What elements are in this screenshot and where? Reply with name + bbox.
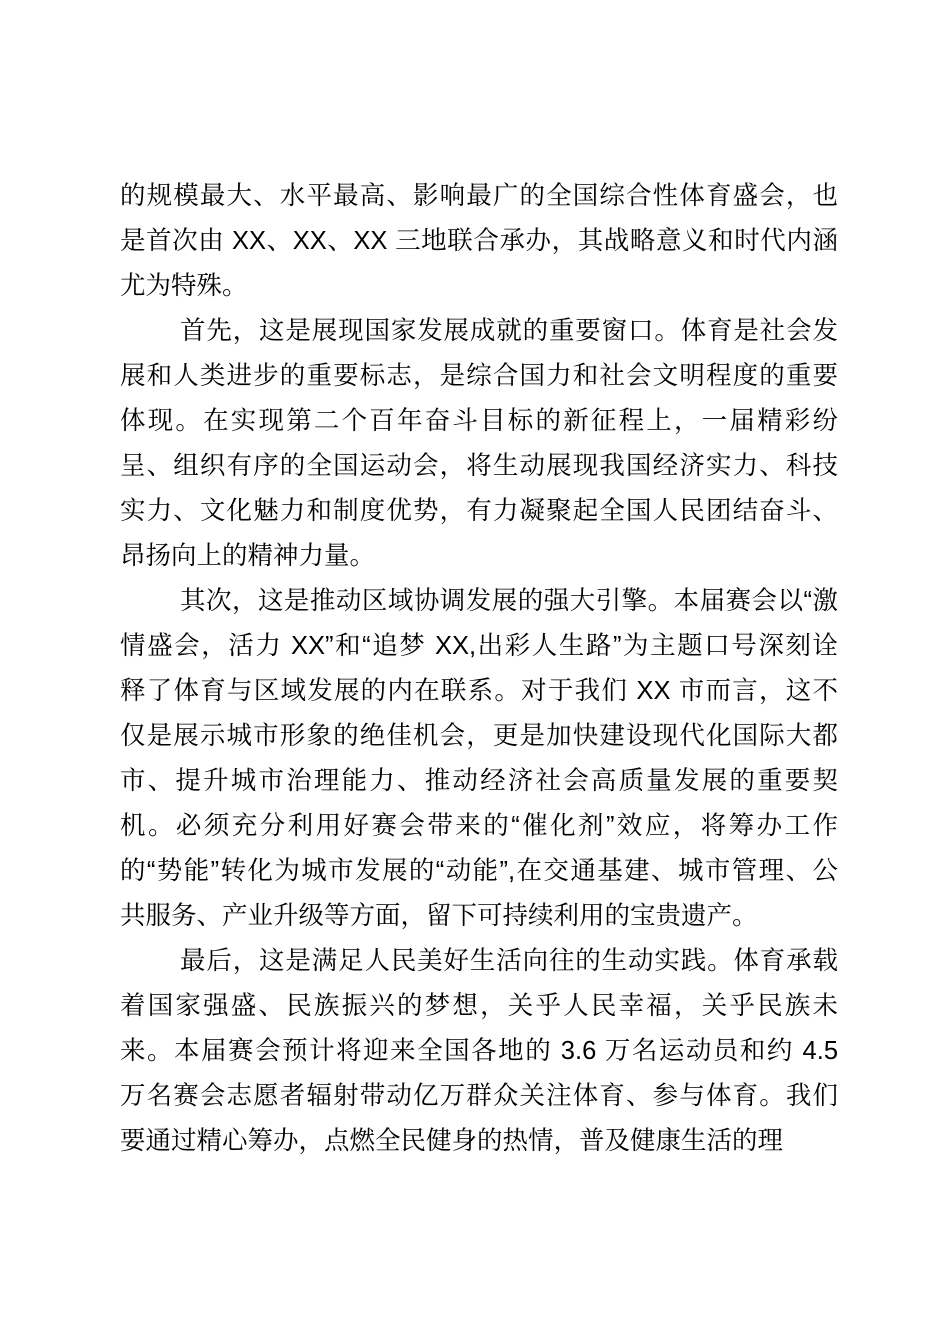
- text-line: 仅是展示城市形象的绝佳机会，更是加快建设现代化国际大都: [120, 722, 838, 750]
- text-line: 是首次由 XX、XX、XX 三地联合承办，其战略意义和时代内涵: [120, 227, 838, 255]
- text-line: 万名赛会志愿者辐射带动亿万群众关注体育、参与体育。我们: [120, 1082, 838, 1110]
- text-line: 情盛会，活力 XX”和“追梦 XX,出彩人生路”为主题口号深刻诠: [120, 632, 838, 660]
- text-line: 的“势能”转化为城市发展的“动能”,在交通基建、城市管理、公: [120, 857, 838, 885]
- text-line: 其次，这是推动区域协调发展的强大引擎。本届赛会以“激: [180, 587, 838, 615]
- text-line: 实力、文化魅力和制度优势，有力凝聚起全国人民团结奋斗、: [120, 497, 838, 525]
- text-line: 首先，这是展现国家发展成就的重要窗口。体育是社会发: [180, 317, 838, 345]
- text-line: 最后，这是满足人民美好生活向往的生动实践。体育承载: [180, 947, 838, 975]
- text-line: 机。必须充分利用好赛会带来的“催化剂”效应，将筹办工作: [120, 812, 838, 840]
- text-line: 昂扬向上的精神力量。: [120, 542, 376, 570]
- paragraph: [120, 309, 838, 579]
- text-line: 释了体育与区域发展的内在联系。对于我们 XX 市而言，这不: [120, 677, 838, 705]
- paragraph: [120, 579, 838, 939]
- text-line: 来。本届赛会预计将迎来全国各地的 3.6 万名运动员和约 4.5: [120, 1037, 838, 1065]
- text-line: 市、提升城市治理能力、推动经济社会高质量发展的重要契: [120, 767, 838, 795]
- text-line: 展和人类进步的重要标志，是综合国力和社会文明程度的重要: [120, 362, 838, 390]
- text-line: 要通过精心筹办，点燃全民健身的热情，普及健康生活的理: [120, 1127, 784, 1155]
- text-line: 呈、组织有序的全国运动会，将生动展现我国经济实力、科技: [120, 452, 838, 480]
- paragraph: [120, 174, 838, 309]
- paragraph: [120, 939, 838, 1164]
- text-line: 共服务、产业升级等方面，留下可持续利用的宝贵遗产。: [120, 902, 758, 930]
- text-line: 着国家强盛、民族振兴的梦想，关乎人民幸福，关乎民族未: [120, 992, 838, 1020]
- text-line: 体现。在实现第二个百年奋斗目标的新征程上，一届精彩纷: [120, 407, 838, 435]
- text-line: 的规模最大、水平最高、影响最广的全国综合性体育盛会，也: [120, 182, 838, 210]
- text-line: 尤为特殊。: [120, 272, 248, 300]
